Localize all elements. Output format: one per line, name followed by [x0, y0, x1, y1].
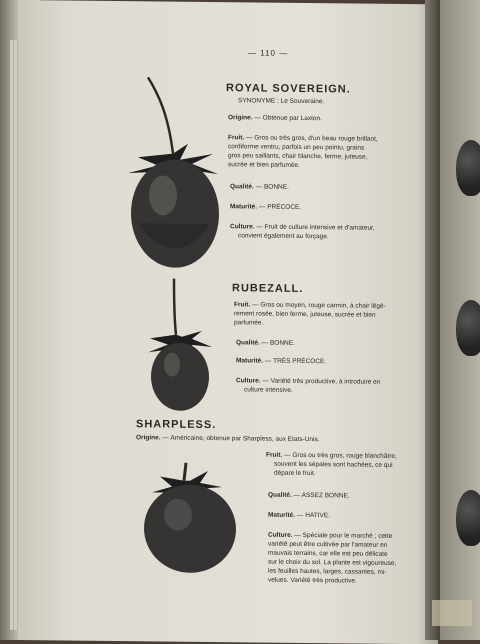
book-page: [18, 0, 438, 644]
fruit-line: cordiforme ventru, parfois un peu pointu, grains: [228, 143, 365, 152]
facing-page-strawberry-image: [456, 490, 480, 546]
royal-sovereign-origine: [228, 113, 322, 123]
maturite-label: Maturité.: [268, 511, 296, 519]
culture-line: sur le choix du sol. La plante est vigoureuse,: [268, 558, 397, 567]
maturite-text: — PRÉCOCE.: [258, 203, 302, 211]
fruit-line: rement rosée, bien ferme, juteuse, sucrée et bien: [234, 310, 376, 319]
qualite-text: — ASSEZ BONNE.: [293, 491, 350, 500]
fruit-line: souvent les sépales sont hachées, ce qui: [274, 460, 393, 469]
maturite-text: — HATIVE.: [296, 511, 331, 520]
sharpless-origine: [136, 433, 320, 444]
culture-line: velues. Variété très productive.: [268, 576, 357, 585]
facing-page-strawberry-image: [456, 300, 480, 356]
maturite-text: — TRÈS PRÉCOCE.: [264, 357, 327, 366]
fruit-label: Fruit.: [228, 134, 245, 142]
fruit-label: Fruit.: [234, 301, 251, 309]
qualite-label: Qualité.: [236, 339, 260, 347]
culture-line: — Fruit de culture intensive et d'amateur,: [256, 223, 375, 232]
culture-line: culture intensive.: [244, 386, 293, 394]
culture-label: Culture.: [230, 223, 255, 231]
origine-label: Origine.: [136, 434, 161, 442]
royal-sovereign-synonym: SYNONYME : Le Souveraine.: [238, 97, 325, 106]
rubezall-strawberry-image: [140, 276, 220, 417]
royal-sovereign-strawberry-image: [118, 73, 228, 274]
fruit-line: dépare le fruit.: [274, 469, 316, 478]
culture-line: variété peut être cultivée par l'amateur en: [268, 540, 388, 549]
fruit-line: parfumée.: [234, 319, 264, 327]
rubezall-qualite: [236, 338, 295, 348]
fruit-line: — Gros ou moyen, rouge carmin, à chair légè-: [252, 301, 386, 310]
maturite-label: Maturité.: [230, 203, 258, 211]
fruit-line: — Gros ou très gros, d'un beau rouge brillant,: [246, 134, 378, 143]
culture-line: — Variété très productive, à introduire en: [262, 377, 381, 386]
royal-sovereign-maturite: [230, 202, 301, 212]
page-corner-tab: [432, 600, 472, 626]
qualite-text: — BONNE.: [261, 339, 295, 347]
fruit-label: Fruit.: [266, 451, 283, 459]
culture-line: — Spéciale pour le marché ; cette: [294, 531, 393, 540]
culture-label: Culture.: [268, 531, 293, 539]
culture-line: les feuilles hautes, larges, cassantes, mi-: [268, 567, 387, 576]
origine-text: — Obtenue par Laxton.: [254, 114, 322, 123]
fruit-line: sucrée et bien parfumée.: [228, 161, 300, 169]
fruit-line: — Gros ou très gros, rouge blanchâtre,: [284, 451, 397, 460]
sharpless-maturite: [268, 511, 330, 521]
facing-page: [440, 0, 480, 640]
culture-line: convient également au forçage.: [238, 232, 329, 241]
fruit-line: gros peu saillants, chair blanche, ferme, juteuse,: [228, 152, 368, 161]
qualite-text: — BONNE.: [255, 183, 289, 191]
qualite-label: Qualité.: [268, 491, 292, 499]
culture-label: Culture.: [236, 377, 261, 385]
rubezall-title: RUBEZALL.: [232, 282, 304, 295]
rubezall-maturite: [236, 356, 326, 366]
sharpless-strawberry-image: [142, 456, 242, 577]
maturite-label: Maturité.: [236, 357, 264, 365]
origine-text: — Américaine, obtenue par Sharpless, aux Etats-Unis.: [162, 434, 320, 444]
royal-sovereign-qualite: [230, 182, 289, 192]
origine-label: Origine.: [228, 114, 253, 122]
royal-sovereign-title: ROYAL SOVEREIGN.: [226, 82, 351, 96]
facing-page-strawberry-image: [456, 140, 480, 196]
sharpless-title: SHARPLESS.: [136, 418, 217, 432]
sharpless-qualite: [268, 491, 350, 501]
page-number: — 110 —: [248, 48, 289, 58]
qualite-label: Qualité.: [230, 183, 254, 191]
culture-line: mauvais terrains, car elle est peu délicate: [268, 549, 388, 558]
